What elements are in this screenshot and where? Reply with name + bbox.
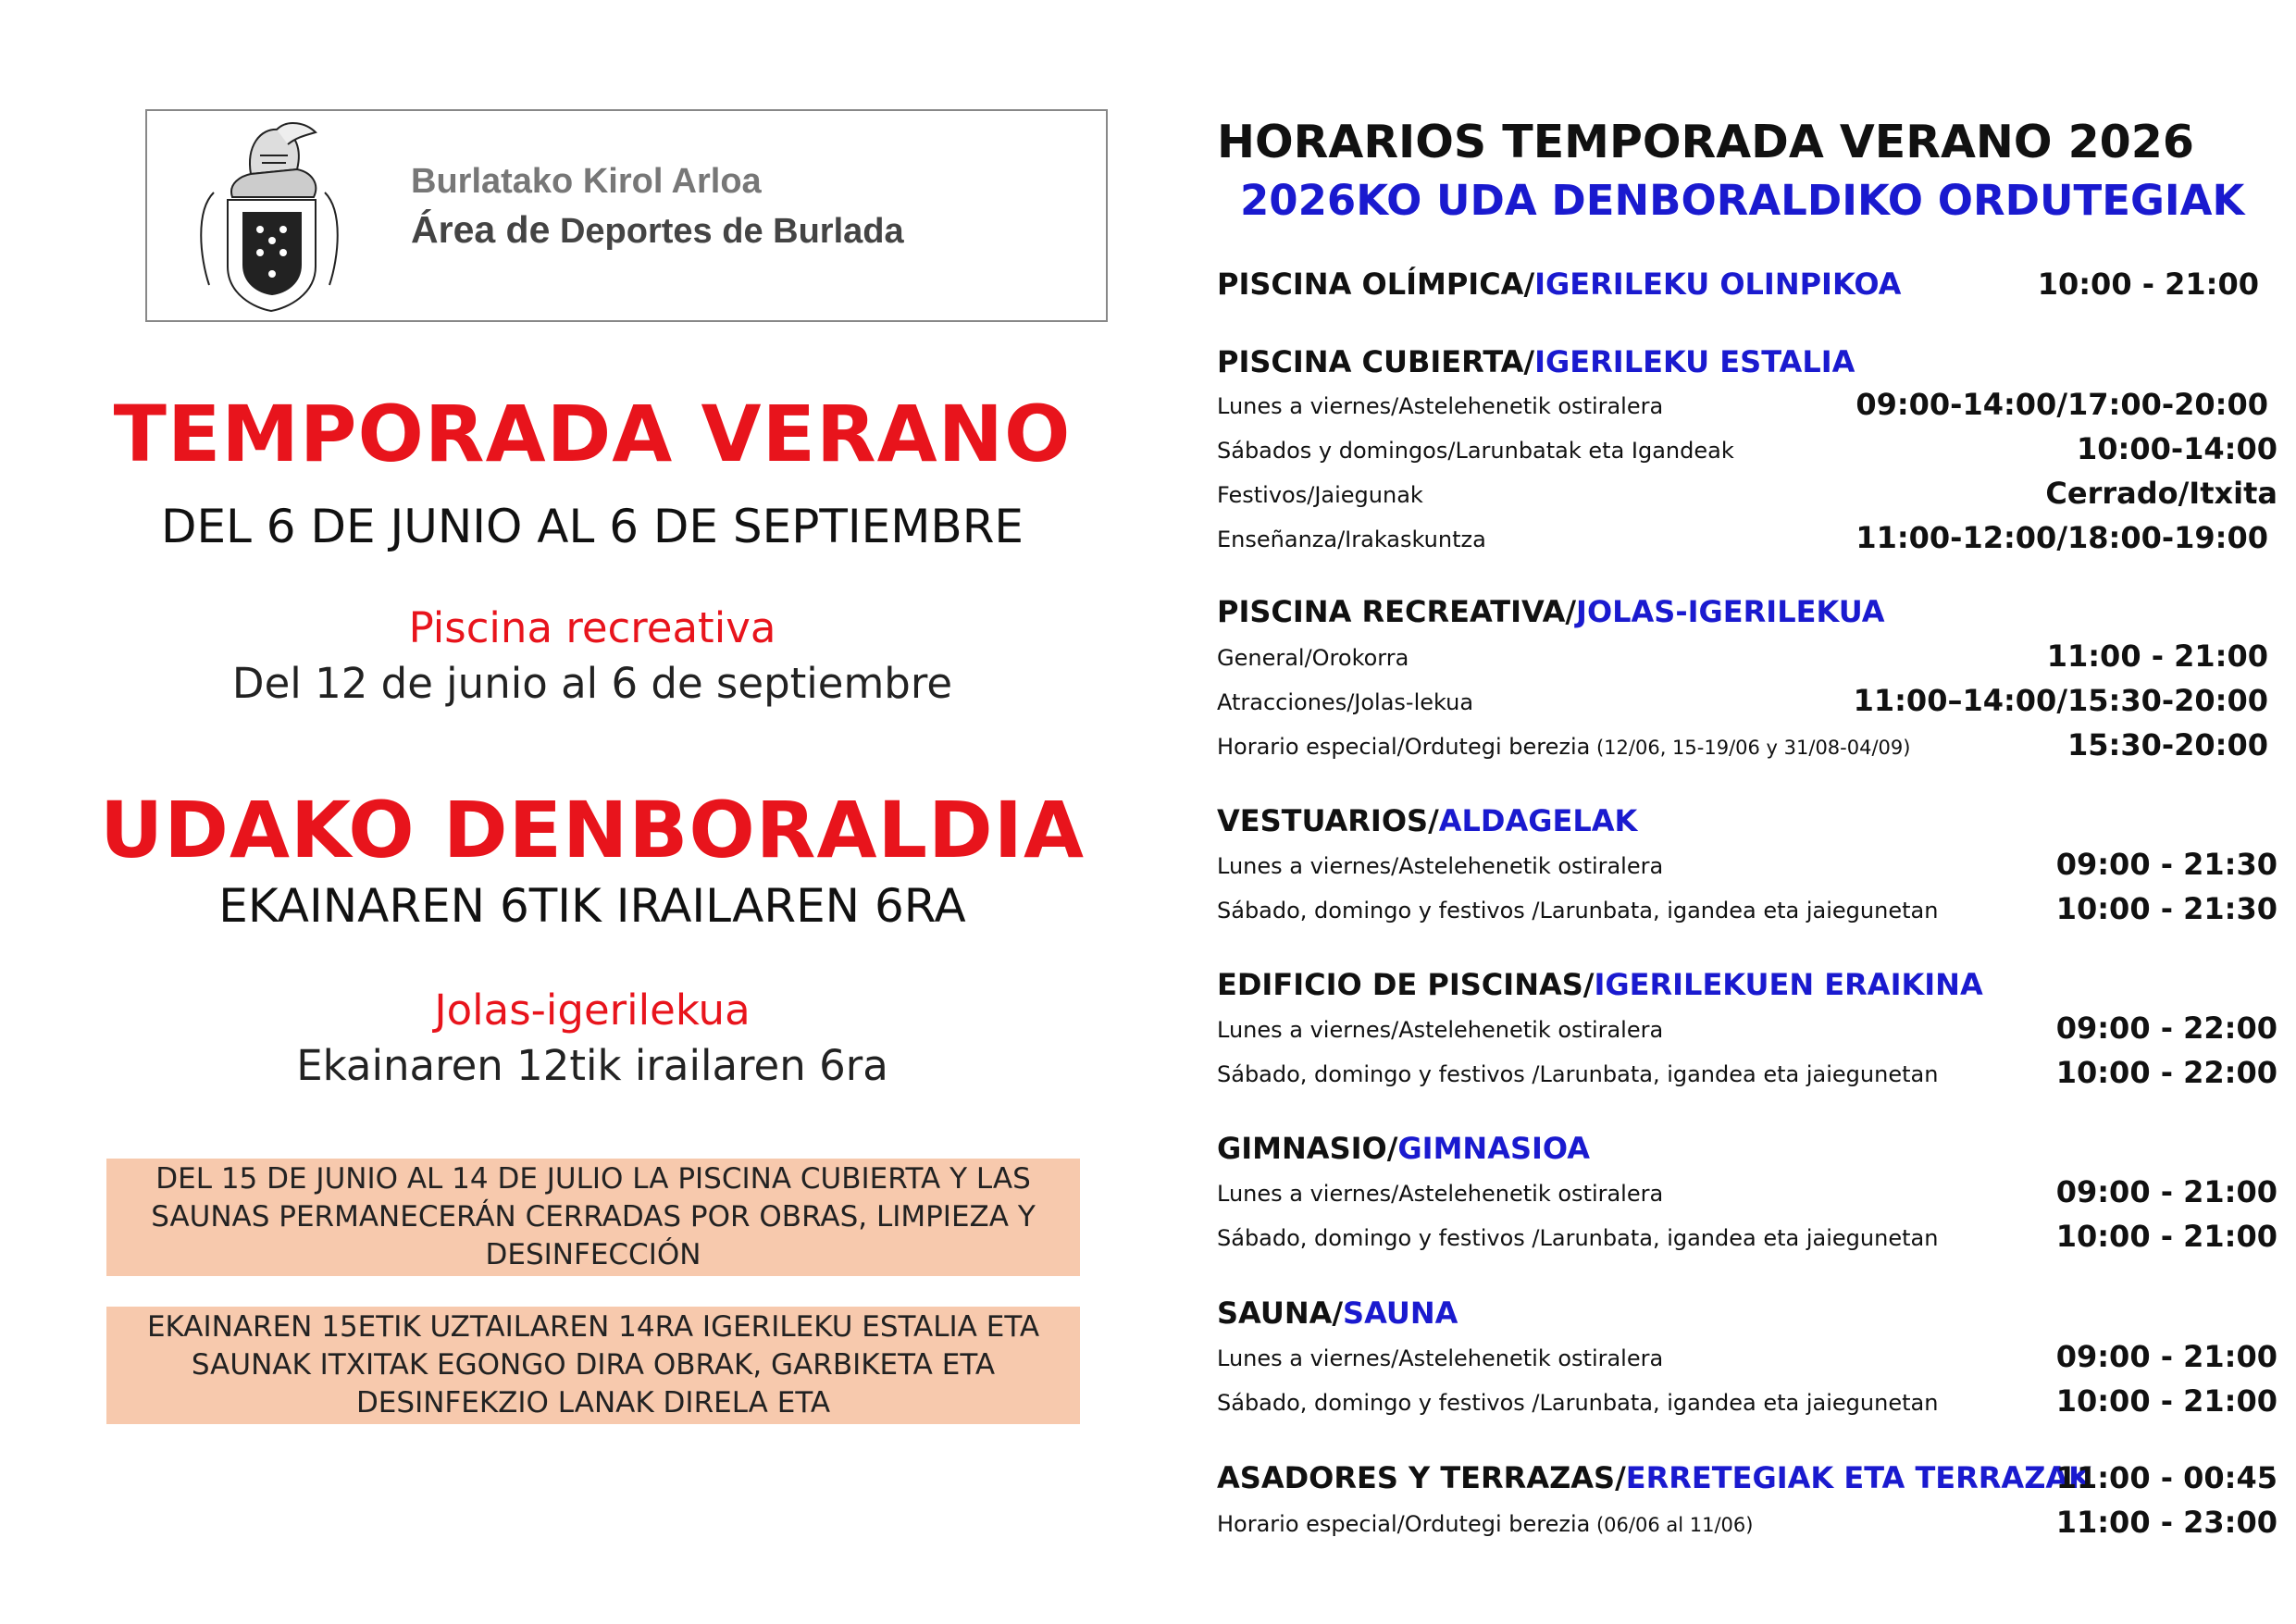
row-label: Sábado, domingo y festivos /Larunbata, igandea eta jaiegunetan xyxy=(1217,1225,1939,1251)
section-name-eu: ALDAGELAK xyxy=(1438,803,1638,838)
section-name-eu: IGERILEKU ESTALIA xyxy=(1534,344,1855,379)
notice-spanish-line: SAUNAS PERMANECERÁN CERRADAS POR OBRAS, LIMPIEZA Y xyxy=(151,1200,1036,1233)
recreativa-label: Piscina recreativa xyxy=(408,603,776,652)
section-olimpica xyxy=(1217,267,1901,302)
section-gimnasio xyxy=(1217,1131,1590,1166)
row-label: Sábado, domingo y festivos /Larunbata, igandea eta jaiegunetan xyxy=(1217,1390,1939,1416)
row-time: 09:00 - 21:00 xyxy=(2055,1339,2277,1374)
recreativa-dates: Del 12 de junio al 6 de septiembre xyxy=(231,659,953,708)
row-time: 10:00 - 21:30 xyxy=(2055,891,2277,926)
row-time: 09:00-14:00/17:00-20:00 xyxy=(1855,387,2268,422)
org-name-spanish-a: Área de xyxy=(411,208,551,251)
notice-basque-line: EKAINAREN 15ETIK UZTAILAREN 14RA IGERILEKU ESTALIA ETA xyxy=(146,1310,1040,1344)
row-time: 09:00 - 22:00 xyxy=(2055,1010,2277,1046)
org-name-basque: Burlatako Kirol Arloa xyxy=(411,162,762,201)
section-vestuarios xyxy=(1217,803,1637,838)
schedule-title-spanish: HORARIOS TEMPORADA VERANO 2026 xyxy=(1217,116,2194,168)
row-label: General/Orokorra xyxy=(1217,645,1409,671)
row-time: 15:30-20:00 xyxy=(2067,727,2268,762)
row-label: Lunes a viernes/Astelehenetik ostiralera xyxy=(1217,1181,1664,1207)
section-name-es: GIMNASIO/ xyxy=(1217,1131,1398,1166)
row-time: 09:00 - 21:30 xyxy=(2055,847,2277,882)
row-label: Sábados y domingos/Larunbatak eta Igandeak xyxy=(1217,438,1734,464)
schedule-panel xyxy=(1203,0,2296,1624)
section-name-es: PISCINA RECREATIVA/ xyxy=(1217,594,1577,629)
time-asadores: 11:00 - 00:45 xyxy=(2055,1460,2277,1495)
title-basque: UDAKO DENBORALDIA xyxy=(100,785,1085,875)
row-label-note: (06/06 al 11/06) xyxy=(1590,1514,1754,1536)
row-time: 10:00 - 21:00 xyxy=(2055,1219,2277,1254)
section-name-eu: IGERILEKUEN ERAIKINA xyxy=(1594,967,1983,1002)
jolas-dates: Ekainaren 12tik irailaren 6ra xyxy=(296,1041,888,1090)
row-time: 11:00 - 21:00 xyxy=(2046,638,2268,674)
section-recreativa xyxy=(1217,594,1884,629)
row-time: Cerrado/Itxita xyxy=(2045,476,2277,511)
row-label: Sábado, domingo y festivos /Larunbata, igandea eta jaiegunetan xyxy=(1217,1061,1939,1087)
dates-spanish: DEL 6 DE JUNIO AL 6 DE SEPTIEMBRE xyxy=(160,500,1024,553)
section-name-es: PISCINA CUBIERTA/ xyxy=(1217,344,1535,379)
dates-basque: EKAINAREN 6TIK IRAILAREN 6RA xyxy=(218,879,966,933)
section-name-es: PISCINA OLÍMPICA/ xyxy=(1217,267,1535,302)
org-name-spanish-b: Deportes de Burlada xyxy=(550,212,904,251)
section-name-es: VESTUARIOS/ xyxy=(1217,803,1439,838)
notice-basque-line: DESINFEKZIO LANAK DIRELA ETA xyxy=(355,1386,831,1419)
section-name-eu: JOLAS-IGERILEKUA xyxy=(1576,594,1885,629)
row-label: Lunes a viernes/Astelehenetik ostiralera xyxy=(1217,393,1664,419)
row-label: Lunes a viernes/Astelehenetik ostiralera xyxy=(1217,1017,1664,1043)
section-name-es: ASADORES Y TERRAZAS/ xyxy=(1217,1460,1626,1495)
section-name-eu: GIMNASIOA xyxy=(1397,1131,1591,1166)
org-name-spanish xyxy=(411,208,904,252)
section-name-eu: ERRETEGIAK ETA TERRAZAK xyxy=(1625,1460,2091,1495)
schedule-title-basque: 2026KO UDA DENBORALDIKO ORDUTEGIAK xyxy=(1240,176,2245,225)
row-time: 11:00-12:00/18:00-19:00 xyxy=(1855,520,2268,555)
time-olimpica: 10:00 - 21:00 xyxy=(2037,267,2259,302)
notice-spanish xyxy=(106,1159,1080,1276)
row-time: 10:00 - 22:00 xyxy=(2055,1055,2277,1090)
section-name-es: EDIFICIO DE PISCINAS/ xyxy=(1217,967,1595,1002)
row-label: Festivos/Jaiegunak xyxy=(1217,482,1423,508)
row-label-text: Horario especial/Ordutegi berezia xyxy=(1217,1511,1591,1537)
section-cubierta xyxy=(1217,344,1855,379)
section-edificio xyxy=(1217,967,1983,1002)
notice-basque xyxy=(106,1307,1080,1424)
row-time: 09:00 - 21:00 xyxy=(2055,1174,2277,1209)
section-name-eu: IGERILEKU OLINPIKOA xyxy=(1534,267,1902,302)
notice-spanish-line: DEL 15 DE JUNIO AL 14 DE JULIO LA PISCINA CUBIERTA Y LAS xyxy=(155,1162,1031,1196)
title-spanish: TEMPORADA VERANO xyxy=(113,389,1072,479)
coat-of-arms-icon xyxy=(195,118,345,315)
section-asadores xyxy=(1217,1460,2091,1495)
row-label: Lunes a viernes/Astelehenetik ostiralera xyxy=(1217,1345,1664,1371)
row-label: Atracciones/Jolas-lekua xyxy=(1217,689,1474,715)
row-label xyxy=(1217,734,1910,760)
row-label-note: (12/06, 15-19/06 y 31/08-04/09) xyxy=(1590,737,1911,759)
logo-box xyxy=(145,109,1108,322)
notice-spanish-line: DESINFECCIÓN xyxy=(485,1238,701,1271)
notice-basque-line: SAUNAK ITXITAK EGONGO DIRA OBRAK, GARBIKETA ETA xyxy=(191,1348,996,1382)
section-name-eu: SAUNA xyxy=(1343,1295,1458,1331)
row-time: 10:00 - 21:00 xyxy=(2055,1383,2277,1419)
row-time: 11:00 - 23:00 xyxy=(2055,1505,2277,1540)
row-label: Enseñanza/Irakaskuntza xyxy=(1217,527,1486,552)
row-time: 10:00-14:00 xyxy=(2077,431,2277,466)
jolas-label: Jolas-igerilekua xyxy=(434,986,751,1035)
row-label xyxy=(1217,1511,1753,1537)
row-label: Lunes a viernes/Astelehenetik ostiralera xyxy=(1217,853,1664,879)
section-sauna xyxy=(1217,1295,1458,1331)
row-label: Sábado, domingo y festivos /Larunbata, igandea eta jaiegunetan xyxy=(1217,898,1939,924)
row-time: 11:00–14:00/15:30-20:00 xyxy=(1853,683,2268,718)
section-name-es: SAUNA/ xyxy=(1217,1295,1344,1331)
row-label-text: Horario especial/Ordutegi berezia xyxy=(1217,734,1591,760)
